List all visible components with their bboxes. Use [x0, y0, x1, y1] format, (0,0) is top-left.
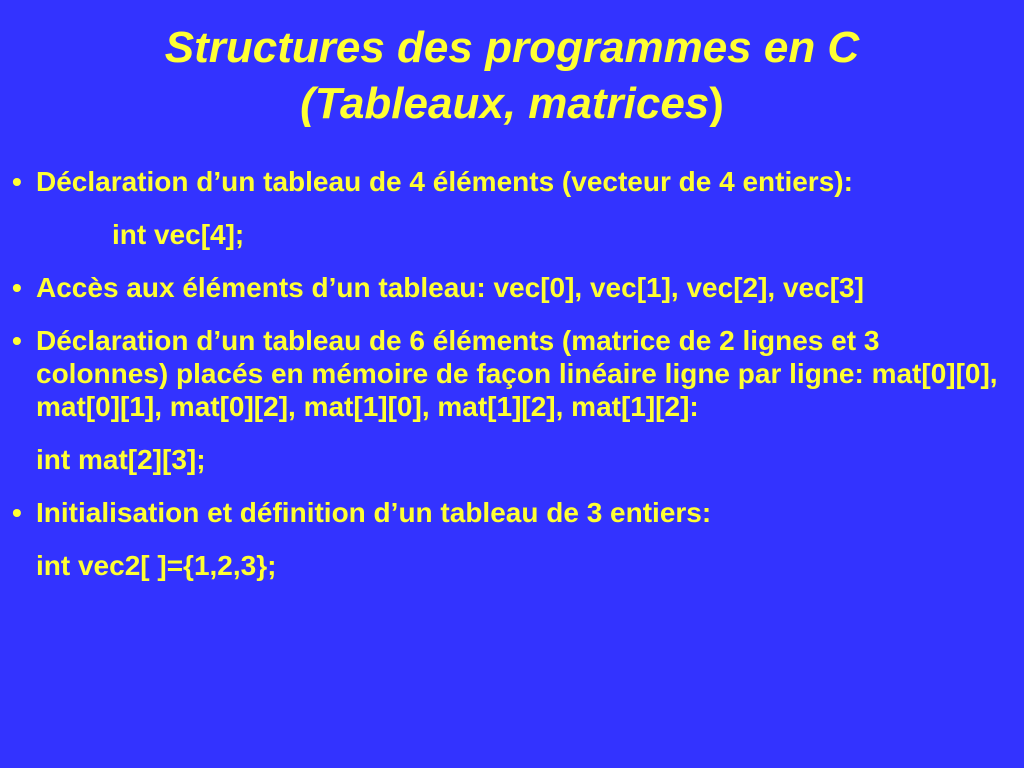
slide-title	[0, 20, 1024, 132]
code-line: int vec2[ ]={1,2,3};	[36, 550, 277, 581]
code-line: int mat[2][3];	[36, 444, 206, 475]
title-line-1: Structures des programmes en C	[164, 23, 860, 72]
bullet-text: Initialisation et définition d’un tableau de 3 entiers:	[36, 497, 712, 528]
title-line-2-main: (Tableaux, matrices	[300, 79, 710, 128]
bullet-icon: •	[12, 325, 22, 356]
bullet-item-3	[12, 324, 1017, 423]
bullet-text: Déclaration d’un tableau de 4 éléments (vecteur de 4 entiers):	[36, 166, 853, 197]
bullet-item-4	[12, 496, 1017, 529]
bullet-icon: •	[12, 497, 22, 528]
title-line-2-close: )	[709, 79, 724, 128]
bullet-text: Déclaration d’un tableau de 6 éléments (matrice de 2 lignes et 3 colonnes) placés en mémoire de façon linéaire ligne par ligne: mat[0][0], mat[0][1], mat[0][2], mat[1][0], mat[1][2], mat[1][2]:	[36, 325, 998, 422]
slide-body	[12, 165, 1017, 602]
code-line: int vec[4];	[112, 219, 245, 250]
bullet-icon: •	[12, 166, 22, 197]
bullet-icon: •	[12, 272, 22, 303]
bullet-text: Accès aux éléments d’un tableau: vec[0], vec[1], vec[2], vec[3]	[36, 272, 864, 303]
title-line-2	[0, 76, 1024, 132]
bullet-item-1	[12, 165, 1017, 198]
bullet-item-2	[12, 271, 1017, 304]
